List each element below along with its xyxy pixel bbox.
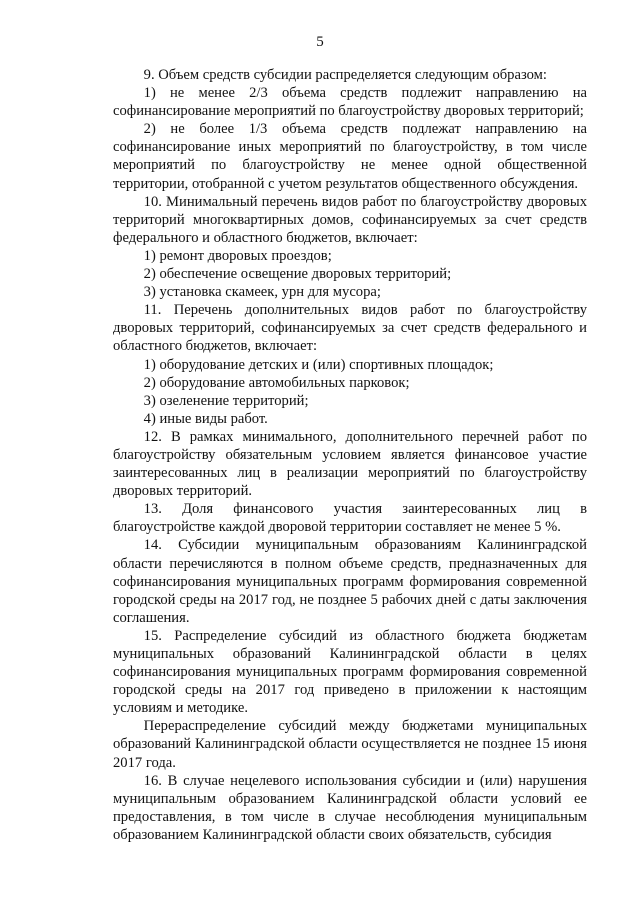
paragraph-10-item-3: 3) установка скамеек, урн для мусора; — [143, 284, 381, 301]
paragraph-10-item-1: 1) ремонт дворовых проездов; — [143, 247, 332, 264]
document-body — [113, 66, 587, 844]
paragraph-10-item-2: 2) обеспечение освещение дворовых территорий; — [143, 266, 452, 283]
paragraph-11-item-4: 4) иные виды работ. — [143, 410, 268, 427]
paragraph-15-continued: Перераспределение субсидий между бюджетами муниципальных образований Калининградской области осуществляется не позднее 15 июня 2017 года. — [113, 718, 587, 771]
paragraph-14: 14. Субсидии муниципальным образованиям Калининградской области перечисляются в полном объеме средств, предназначенных для софинансирования муниципальных программ формирования современной городской среды на 2017 год, не позднее 5 рабочих дней с даты заключения соглашения. — [113, 537, 587, 626]
paragraph-15: 15. Распределение субсидий из областного бюджета бюджетам муниципальных образований Калининградской области в целях софинансирования муниципальных программ формирования современной городской среды на 2017 год приведено в приложении к настоящим условиям и методике. — [113, 627, 587, 717]
paragraph-16: 16. В случае нецелевого использования субсидии и (или) нарушения муниципальным образованием Калининградской области условий ее предоставления, в том числе в случае несоблюдения муниципальным образованием Калининградской области своих обязательств, субсидия — [113, 772, 587, 843]
paragraph-10: 10. Минимальный перечень видов работ по благоустройству дворовых территорий многоквартирных домов, софинансируемых за счет средств федерального и областного бюджетов, включает: — [113, 193, 587, 246]
paragraph-9-item-2: 2) не более 1/3 объема средств подлежат направлению на софинансирование иных мероприятий по благоустройству, в том числе мероприятий по благоустройству не менее одной общественной территории, отобранной с учетом результатов общественного обсуждения. — [113, 121, 587, 192]
paragraph-11-item-2: 2) оборудование автомобильных парковок; — [143, 374, 410, 391]
paragraph-9-item-1: 1) не менее 2/3 объема средств подлежит направлению на софинансирование мероприятий по благоустройству дворовых территорий; — [113, 85, 587, 120]
page-number: 5 — [316, 34, 324, 50]
paragraph-13: 13. Доля финансового участия заинтересованных лиц в благоустройстве каждой дворовой территории составляет не менее 5 %. — [113, 501, 587, 536]
paragraph-11-item-3: 3) озеленение территорий; — [143, 392, 309, 409]
paragraph-12: 12. В рамках минимального, дополнительного перечней работ по благоустройству обязательным условием является финансовое участие заинтересованных лиц в реализации мероприятий по благоустройству дворовых территорий. — [113, 428, 587, 500]
paragraph-11-item-1: 1) оборудование детских и (или) спортивных площадок; — [143, 356, 494, 373]
paragraph-11: 11. Перечень дополнительных видов работ по благоустройству дворовых территорий, софинансируемых за счет средств федерального и областного бюджетов, включает: — [113, 302, 587, 355]
paragraph-9: 9. Объем средств субсидии распределяется следующим образом: — [143, 67, 547, 83]
